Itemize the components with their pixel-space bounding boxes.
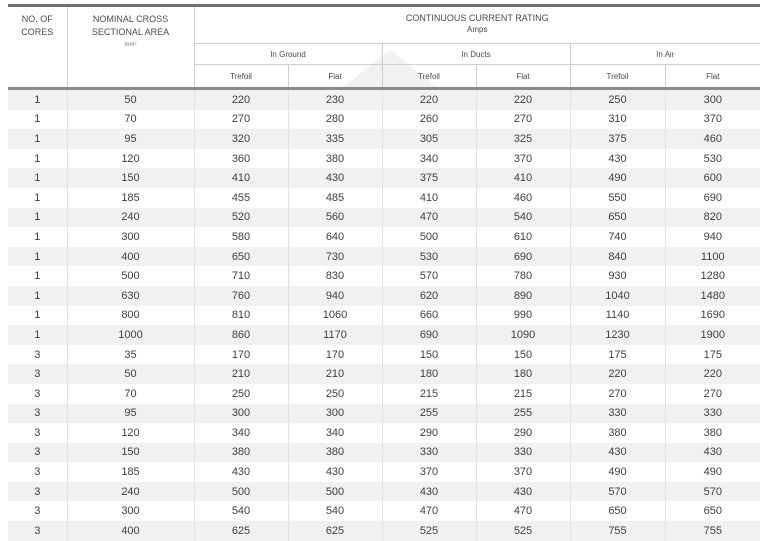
cell-ducts-flat: 290 [476, 423, 570, 443]
cell-air-trefoil: 490 [570, 462, 665, 482]
cell-ducts-trefoil: 220 [382, 90, 476, 110]
table-row [8, 462, 760, 482]
cell-area: 185 [67, 188, 194, 208]
table-row [8, 90, 760, 110]
cell-ducts-trefoil: 690 [382, 325, 476, 345]
header-in-ground: In Ground [194, 44, 382, 65]
cell-air-trefoil: 930 [570, 266, 665, 286]
cell-air-flat: 330 [665, 404, 760, 424]
cell-cores: 1 [8, 306, 67, 326]
cell-cores: 1 [8, 208, 67, 228]
cell-ducts-flat: 890 [476, 286, 570, 306]
cell-ground-trefoil: 320 [194, 129, 288, 149]
cell-ground-trefoil: 220 [194, 90, 288, 110]
cell-ground-trefoil: 170 [194, 345, 288, 365]
table-row [8, 110, 760, 130]
cell-ducts-flat: 370 [476, 149, 570, 169]
table-row [8, 129, 760, 149]
table-row [8, 149, 760, 169]
cell-ground-trefoil: 410 [194, 168, 288, 188]
cell-air-flat: 530 [665, 149, 760, 169]
cell-area: 400 [67, 247, 194, 267]
cell-area: 630 [67, 286, 194, 306]
cell-ground-flat: 1170 [288, 325, 382, 345]
current-rating-table [8, 7, 760, 541]
cell-air-flat: 175 [665, 345, 760, 365]
cell-ducts-trefoil: 660 [382, 306, 476, 326]
cell-air-flat: 650 [665, 501, 760, 521]
cell-ground-flat: 250 [288, 384, 382, 404]
cell-air-flat: 940 [665, 227, 760, 247]
cell-ducts-flat: 1090 [476, 325, 570, 345]
table-row [8, 423, 760, 443]
table-row [8, 168, 760, 188]
cell-air-flat: 1280 [665, 266, 760, 286]
cell-ducts-trefoil: 375 [382, 168, 476, 188]
cell-area: 120 [67, 149, 194, 169]
cell-air-trefoil: 755 [570, 521, 665, 541]
cell-ducts-trefoil: 180 [382, 364, 476, 384]
cell-ground-flat: 1060 [288, 306, 382, 326]
cell-cores: 1 [8, 247, 67, 267]
cell-air-trefoil: 1040 [570, 286, 665, 306]
cell-ducts-trefoil: 255 [382, 404, 476, 424]
cell-air-flat: 270 [665, 384, 760, 404]
cell-ground-flat: 340 [288, 423, 382, 443]
cell-cores: 1 [8, 90, 67, 110]
cell-ducts-trefoil: 570 [382, 266, 476, 286]
cell-cores: 1 [8, 286, 67, 306]
cell-ducts-flat: 460 [476, 188, 570, 208]
cell-cores: 1 [8, 188, 67, 208]
cell-ducts-flat: 270 [476, 110, 570, 130]
cell-ground-flat: 540 [288, 501, 382, 521]
table-row [8, 521, 760, 541]
table-row [8, 404, 760, 424]
cell-ducts-trefoil: 410 [382, 188, 476, 208]
cell-area: 35 [67, 345, 194, 365]
cell-air-trefoil: 650 [570, 501, 665, 521]
cell-ducts-flat: 150 [476, 345, 570, 365]
cell-air-trefoil: 330 [570, 404, 665, 424]
cell-cores: 1 [8, 325, 67, 345]
cell-cores: 1 [8, 266, 67, 286]
cell-ducts-trefoil: 370 [382, 462, 476, 482]
cell-ground-trefoil: 430 [194, 462, 288, 482]
cell-ground-trefoil: 340 [194, 423, 288, 443]
table-row [8, 247, 760, 267]
cell-cores: 3 [8, 423, 67, 443]
cell-ground-flat: 430 [288, 462, 382, 482]
cell-ground-flat: 380 [288, 443, 382, 463]
cell-air-flat: 380 [665, 423, 760, 443]
cell-ground-trefoil: 650 [194, 247, 288, 267]
cell-ducts-flat: 780 [476, 266, 570, 286]
cell-ground-flat: 300 [288, 404, 382, 424]
cell-air-flat: 490 [665, 462, 760, 482]
cell-ducts-trefoil: 530 [382, 247, 476, 267]
cell-ground-trefoil: 860 [194, 325, 288, 345]
cell-ground-flat: 500 [288, 482, 382, 502]
cell-ground-trefoil: 625 [194, 521, 288, 541]
cell-area: 240 [67, 482, 194, 502]
cell-area: 300 [67, 501, 194, 521]
cell-ground-flat: 430 [288, 168, 382, 188]
cell-air-trefoil: 550 [570, 188, 665, 208]
cell-air-trefoil: 570 [570, 482, 665, 502]
cell-ducts-trefoil: 525 [382, 521, 476, 541]
table-row [8, 443, 760, 463]
cell-air-flat: 220 [665, 364, 760, 384]
header-ground-flat: Flat [288, 65, 382, 88]
header-no-of-cores: NO. OF CORES [8, 7, 67, 87]
cell-ground-flat: 830 [288, 266, 382, 286]
cell-cores: 1 [8, 149, 67, 169]
cell-ducts-trefoil: 150 [382, 345, 476, 365]
cell-air-flat: 600 [665, 168, 760, 188]
cell-ground-flat: 230 [288, 90, 382, 110]
header-air-flat: Flat [706, 71, 720, 81]
cell-ground-trefoil: 270 [194, 110, 288, 130]
table-row [8, 227, 760, 247]
cell-air-flat: 820 [665, 208, 760, 228]
cell-ducts-trefoil: 500 [382, 227, 476, 247]
header-ducts-trefoil: Trefoil [382, 65, 476, 88]
cell-air-trefoil: 650 [570, 208, 665, 228]
cell-ducts-trefoil: 620 [382, 286, 476, 306]
cell-area: 150 [67, 443, 194, 463]
cell-area: 800 [67, 306, 194, 326]
cell-air-flat: 1480 [665, 286, 760, 306]
cell-air-flat: 690 [665, 188, 760, 208]
cell-area: 95 [67, 404, 194, 424]
cell-air-trefoil: 310 [570, 110, 665, 130]
cell-ducts-flat: 540 [476, 208, 570, 228]
cell-area: 150 [67, 168, 194, 188]
cell-air-trefoil: 430 [570, 443, 665, 463]
cell-ground-trefoil: 500 [194, 482, 288, 502]
cell-cores: 1 [8, 168, 67, 188]
cell-ground-trefoil: 810 [194, 306, 288, 326]
cell-area: 300 [67, 227, 194, 247]
cell-ducts-trefoil: 215 [382, 384, 476, 404]
cell-cores: 1 [8, 110, 67, 130]
cell-air-flat: 1900 [665, 325, 760, 345]
cell-air-flat: 1690 [665, 306, 760, 326]
cell-air-trefoil: 270 [570, 384, 665, 404]
cell-ducts-trefoil: 470 [382, 208, 476, 228]
cell-area: 240 [67, 208, 194, 228]
header-continuous-current-rating [194, 7, 760, 44]
cell-air-flat: 755 [665, 521, 760, 541]
cell-ground-trefoil: 380 [194, 443, 288, 463]
cell-ducts-trefoil: 430 [382, 482, 476, 502]
cell-ducts-flat: 325 [476, 129, 570, 149]
cell-air-trefoil: 1230 [570, 325, 665, 345]
cell-ground-trefoil: 520 [194, 208, 288, 228]
table-row [8, 501, 760, 521]
cell-ground-trefoil: 580 [194, 227, 288, 247]
cell-cores: 3 [8, 462, 67, 482]
cell-ducts-flat: 525 [476, 521, 570, 541]
cell-air-trefoil: 375 [570, 129, 665, 149]
cell-air-trefoil: 840 [570, 247, 665, 267]
cell-ground-trefoil: 710 [194, 266, 288, 286]
cell-ducts-flat: 430 [476, 482, 570, 502]
cell-ground-trefoil: 455 [194, 188, 288, 208]
cell-air-trefoil: 1140 [570, 306, 665, 326]
cell-ducts-flat: 255 [476, 404, 570, 424]
table-row [8, 208, 760, 228]
header-nominal-area-label: NOMINAL CROSS SECTIONAL AREA [91, 14, 170, 37]
cell-ground-flat: 730 [288, 247, 382, 267]
cell-area: 185 [67, 462, 194, 482]
table-row [8, 188, 760, 208]
cell-ducts-flat: 410 [476, 168, 570, 188]
cell-ducts-flat: 470 [476, 501, 570, 521]
cell-ground-flat: 170 [288, 345, 382, 365]
cell-ducts-trefoil: 470 [382, 501, 476, 521]
table-row [8, 306, 760, 326]
cell-ducts-flat: 215 [476, 384, 570, 404]
cell-ground-trefoil: 250 [194, 384, 288, 404]
cell-cores: 3 [8, 384, 67, 404]
cell-ground-flat: 335 [288, 129, 382, 149]
table-row [8, 325, 760, 345]
cell-cores: 3 [8, 404, 67, 424]
cell-area: 1000 [67, 325, 194, 345]
header-in-air: In Air [570, 44, 760, 65]
table-body [8, 90, 760, 541]
cell-cores: 3 [8, 482, 67, 502]
cell-ducts-trefoil: 260 [382, 110, 476, 130]
cell-area: 70 [67, 384, 194, 404]
table-row [8, 266, 760, 286]
cell-ground-trefoil: 300 [194, 404, 288, 424]
header-rating-label: CONTINUOUS CURRENT RATING [405, 13, 549, 23]
header-ducts-flat: Flat [476, 65, 570, 88]
header-rating-unit: Amps [467, 25, 488, 34]
header-ground-trefoil: Trefoil [194, 65, 288, 88]
cell-air-flat: 1100 [665, 247, 760, 267]
header-nominal-area [67, 7, 194, 87]
cell-area: 95 [67, 129, 194, 149]
table-row [8, 482, 760, 502]
cell-ducts-flat: 370 [476, 462, 570, 482]
cell-ground-flat: 210 [288, 364, 382, 384]
cell-air-flat: 300 [665, 90, 760, 110]
cell-air-flat: 570 [665, 482, 760, 502]
cell-air-trefoil: 380 [570, 423, 665, 443]
table-row [8, 286, 760, 306]
cell-air-flat: 370 [665, 110, 760, 130]
table-row [8, 364, 760, 384]
cell-air-trefoil: 250 [570, 90, 665, 110]
cell-ground-flat: 560 [288, 208, 382, 228]
cell-cores: 3 [8, 443, 67, 463]
cell-ground-trefoil: 360 [194, 149, 288, 169]
cell-ground-trefoil: 210 [194, 364, 288, 384]
cell-ducts-trefoil: 340 [382, 149, 476, 169]
cell-air-flat: 430 [665, 443, 760, 463]
cell-ground-flat: 640 [288, 227, 382, 247]
cell-ducts-flat: 690 [476, 247, 570, 267]
header-air-trefoil: Trefoil [570, 65, 665, 88]
header-area-unit: mm² [124, 42, 137, 48]
cell-ducts-trefoil: 290 [382, 423, 476, 443]
cell-ducts-trefoil: 330 [382, 443, 476, 463]
table-row [8, 384, 760, 404]
cell-ducts-flat: 610 [476, 227, 570, 247]
cell-cores: 3 [8, 364, 67, 384]
cell-ducts-flat: 220 [476, 90, 570, 110]
cell-ground-flat: 280 [288, 110, 382, 130]
table-row [8, 345, 760, 365]
header-in-ducts: In Ducts [382, 44, 570, 65]
cell-ground-trefoil: 760 [194, 286, 288, 306]
cell-cores: 1 [8, 227, 67, 247]
cell-area: 70 [67, 110, 194, 130]
cell-air-trefoil: 175 [570, 345, 665, 365]
cell-ducts-flat: 990 [476, 306, 570, 326]
cell-area: 50 [67, 90, 194, 110]
cell-cores: 3 [8, 521, 67, 541]
cell-cores: 3 [8, 501, 67, 521]
cell-air-trefoil: 740 [570, 227, 665, 247]
cell-air-trefoil: 490 [570, 168, 665, 188]
cell-ground-flat: 380 [288, 149, 382, 169]
cell-ground-flat: 625 [288, 521, 382, 541]
cell-ducts-trefoil: 305 [382, 129, 476, 149]
cell-cores: 1 [8, 129, 67, 149]
cell-ground-trefoil: 540 [194, 501, 288, 521]
cell-area: 120 [67, 423, 194, 443]
cell-area: 500 [67, 266, 194, 286]
cell-air-trefoil: 430 [570, 149, 665, 169]
cell-air-flat: 460 [665, 129, 760, 149]
cell-area: 50 [67, 364, 194, 384]
cell-ducts-flat: 180 [476, 364, 570, 384]
cell-area: 400 [67, 521, 194, 541]
cell-air-trefoil: 220 [570, 364, 665, 384]
cell-cores: 3 [8, 345, 67, 365]
cell-ducts-flat: 330 [476, 443, 570, 463]
cell-ground-flat: 940 [288, 286, 382, 306]
cell-ground-flat: 485 [288, 188, 382, 208]
